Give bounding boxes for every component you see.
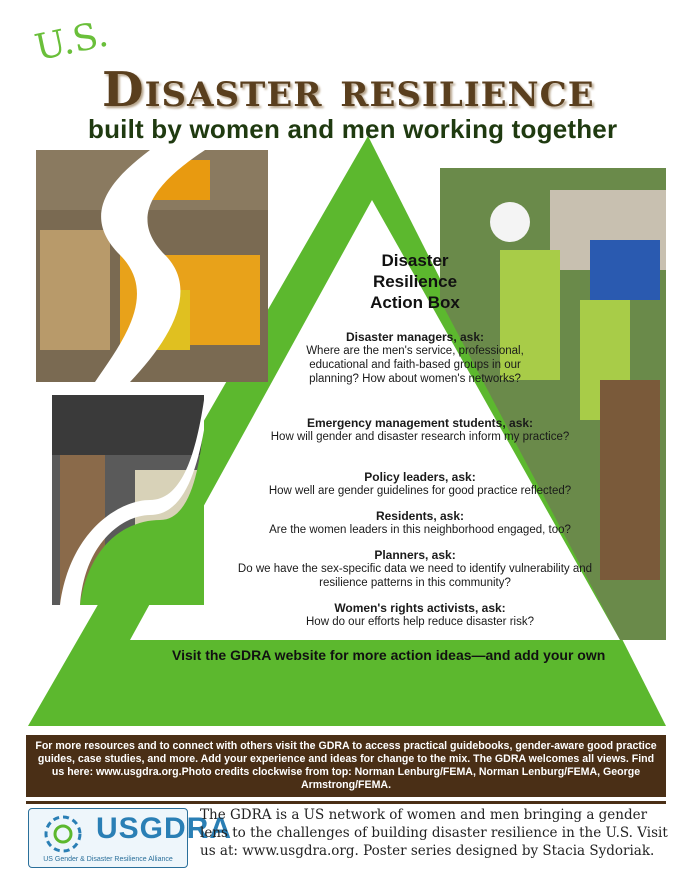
question-text: How will gender and disaster research inform my practice? [270, 431, 570, 443]
logo-subtitle: US Gender & Disaster Resilience Alliance [43, 856, 173, 863]
divider [26, 801, 666, 804]
photo-top-left [36, 150, 268, 382]
action-box-title-line: Resilience [372, 272, 458, 291]
question-block [300, 330, 530, 386]
question-text: Where are the men's service, professional, educational and faith-based groups in our planning? How about women's networks? [306, 345, 524, 385]
about-text: The GDRA is a US network of women and men bringing a gender lens to the challenges of building disaster resilience in the U.S. Visit us at: www.usgdra.org. Poster series designed by Stacia Sydoriak. [200, 807, 668, 859]
question-text: Do we have the sex-specific data we need to identify vulnerability and resilience patterns in this community? [237, 563, 593, 589]
question-audience: Emergency management students, ask: [306, 416, 534, 430]
photo-middle-left [52, 395, 204, 605]
visit-callout: Visit the GDRA website for more action ideas—and add your own [172, 647, 606, 663]
logo-text: USGDRA [96, 812, 233, 845]
question-block [240, 601, 600, 629]
question-block [215, 548, 615, 590]
question-block [270, 416, 570, 444]
poster-subtitle: built by women and men working together [88, 114, 618, 144]
question-audience: Policy leaders, ask: [364, 470, 476, 484]
resources-banner: For more resources and to connect with others visit the GDRA to access practical guidebooks, gender-aware good practice guides, case studies, and more. Add your experience and ideas for change to the mix. The GDRA welcomes all views. Find us here: www.usgdra.org.Photo credits clockwise from top: Norman Lenburg/FEMA, Norman Lenburg/FEMA, George Armstrong/FEMA. [26, 735, 666, 797]
question-text: Are the women leaders in this neighborhood engaged, too? [269, 524, 571, 536]
question-block [240, 509, 600, 537]
logo-swirl-icon [34, 812, 92, 856]
us-heading: U.S. [31, 13, 112, 69]
question-audience: Disaster managers, ask: [345, 330, 485, 344]
question-audience: Residents, ask: [375, 509, 465, 523]
title-text: Disaster resilience [102, 62, 595, 118]
action-box-title [330, 250, 500, 313]
question-text: How do our efforts help reduce disaster risk? [306, 616, 534, 628]
question-block [240, 470, 600, 498]
question-audience: Planners, ask: [374, 548, 456, 562]
action-box-title-line: Disaster [381, 251, 449, 270]
action-box-title-line: Action Box [370, 293, 460, 312]
question-text: How well are gender guidelines for good practice reflected? [268, 485, 572, 497]
question-audience: Women's rights activists, ask: [334, 601, 506, 615]
